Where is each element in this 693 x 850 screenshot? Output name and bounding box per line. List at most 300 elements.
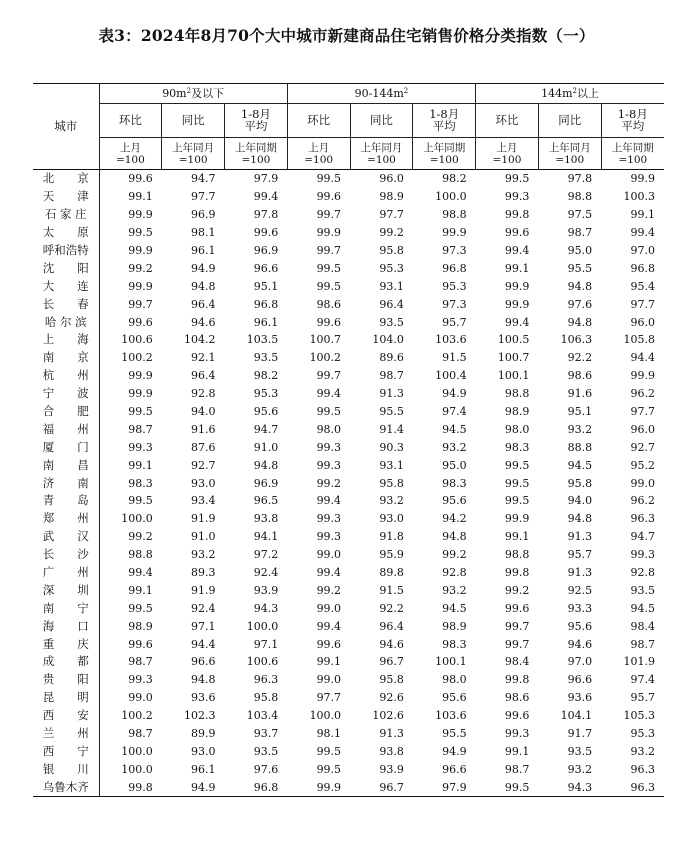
index-value: 103.4 xyxy=(246,709,279,723)
index-value: 98.7 xyxy=(128,655,153,669)
table-row xyxy=(33,420,664,438)
index-value: 95.1 xyxy=(567,405,593,419)
index-value: 89.8 xyxy=(379,566,404,580)
index-value: 91.9 xyxy=(191,583,216,597)
index-value: 96.5 xyxy=(253,494,279,508)
table-row xyxy=(33,581,664,599)
index-value: 94.0 xyxy=(567,494,593,508)
index-value: 97.7 xyxy=(316,691,342,705)
index-value: 100.0 xyxy=(246,619,279,633)
index-value: 96.7 xyxy=(379,655,404,669)
index-value: 97.7 xyxy=(630,297,655,311)
index-value: 89.9 xyxy=(191,727,216,741)
group-header-large: $144m^2$以上 xyxy=(476,84,664,104)
table-row xyxy=(33,492,664,510)
index-value: 99.1 xyxy=(504,530,530,544)
index-value: 94.2 xyxy=(442,512,467,526)
table-row xyxy=(33,242,664,260)
index-value: 98.6 xyxy=(504,691,530,705)
index-value: 94.5 xyxy=(630,601,655,615)
city-name: 上 海 xyxy=(33,331,99,349)
index-value: 91.6 xyxy=(567,387,593,401)
index-value: 96.4 xyxy=(379,297,404,311)
index-value: 99.4 xyxy=(316,494,342,508)
index-value: 99.4 xyxy=(504,315,530,329)
index-value: 98.6 xyxy=(316,297,342,311)
index-value: 94.5 xyxy=(567,458,593,472)
index-value: 100.0 xyxy=(121,744,153,758)
index-value: 91.0 xyxy=(253,440,279,454)
table-row xyxy=(33,653,664,671)
table-row xyxy=(33,385,664,403)
table-row xyxy=(33,528,664,546)
index-value: 98.0 xyxy=(316,422,342,436)
index-value: 97.8 xyxy=(567,172,593,186)
index-value: 96.3 xyxy=(630,762,655,776)
index-value: 99.9 xyxy=(128,208,153,222)
index-value: 100.5 xyxy=(497,333,530,347)
index-value: 98.2 xyxy=(442,172,467,186)
index-value: 99.4 xyxy=(316,566,342,580)
index-value: 100.2 xyxy=(121,351,153,365)
index-value: 99.8 xyxy=(504,566,530,580)
index-value: 95.6 xyxy=(567,619,593,633)
table-row xyxy=(33,206,664,224)
index-value: 100.1 xyxy=(435,655,467,669)
index-value: 104.1 xyxy=(560,709,593,723)
index-value: 93.5 xyxy=(253,351,279,365)
city-name: 郑 州 xyxy=(33,510,99,528)
index-value: 95.5 xyxy=(379,405,404,419)
index-value: 93.0 xyxy=(191,476,216,490)
index-value: 99.5 xyxy=(504,458,530,472)
index-value: 92.5 xyxy=(567,583,593,597)
index-value: 93.5 xyxy=(379,315,404,329)
table-row xyxy=(33,170,664,188)
index-value: 93.3 xyxy=(567,601,593,615)
index-value: 89.3 xyxy=(191,566,216,580)
index-value: 92.7 xyxy=(630,440,655,454)
index-value: 99.3 xyxy=(316,458,342,472)
index-value: 96.1 xyxy=(253,315,279,329)
index-value: 93.2 xyxy=(442,583,467,597)
city-name: 深 圳 xyxy=(33,581,99,599)
index-value: 92.6 xyxy=(379,691,404,705)
index-value: 95.7 xyxy=(567,548,593,562)
index-value: 97.7 xyxy=(379,208,404,222)
index-value: 94.8 xyxy=(191,673,216,687)
index-value: 98.3 xyxy=(442,476,467,490)
index-value: 95.0 xyxy=(567,244,593,257)
index-value: 99.0 xyxy=(316,673,342,687)
table-row xyxy=(33,760,664,778)
index-value: 94.5 xyxy=(442,422,467,436)
index-value: 94.7 xyxy=(630,530,655,544)
index-value: 99.2 xyxy=(128,261,153,275)
index-value: 99.1 xyxy=(316,655,342,669)
index-value: 94.9 xyxy=(442,744,467,758)
index-value: 93.2 xyxy=(442,440,467,454)
index-value: 91.3 xyxy=(379,727,404,741)
index-value: 99.7 xyxy=(316,369,342,383)
metric-header: 环比 xyxy=(287,104,350,138)
index-value: 99.3 xyxy=(630,548,655,562)
index-value: 93.0 xyxy=(379,512,404,526)
index-value: 96.4 xyxy=(191,297,216,311)
index-value: 96.6 xyxy=(442,762,467,776)
table-row xyxy=(33,313,664,331)
city-name: 广 州 xyxy=(33,564,99,582)
index-value: 97.9 xyxy=(413,778,476,796)
base-header: 上年同期 =100 xyxy=(413,138,476,170)
index-value: 94.4 xyxy=(630,351,655,365)
index-value: 94.8 xyxy=(442,530,467,544)
index-value: 95.9 xyxy=(379,548,404,562)
index-value: 94.9 xyxy=(191,261,216,275)
index-value: 92.4 xyxy=(253,566,279,580)
index-value: 99.5 xyxy=(128,226,153,240)
index-value: 94.6 xyxy=(567,637,593,651)
index-value: 99.9 xyxy=(128,387,153,401)
table-row xyxy=(33,510,664,528)
index-value: 99.3 xyxy=(504,727,530,741)
city-column-header: 城市 xyxy=(33,84,99,170)
index-value: 98.9 xyxy=(442,619,467,633)
index-value: 99.0 xyxy=(128,691,153,705)
index-value: 96.0 xyxy=(630,422,655,436)
index-value: 93.4 xyxy=(191,494,216,508)
index-value: 92.8 xyxy=(191,387,216,401)
index-value: 96.8 xyxy=(630,261,655,275)
index-value: 99.3 xyxy=(128,440,153,454)
index-value: 99.6 xyxy=(316,637,342,651)
index-value: 99.7 xyxy=(504,637,530,651)
table-row xyxy=(33,546,664,564)
index-value: 97.6 xyxy=(253,762,279,776)
index-value: 99.5 xyxy=(316,172,342,186)
city-name: 长 沙 xyxy=(33,546,99,564)
index-value: 93.2 xyxy=(567,762,593,776)
index-value: 98.3 xyxy=(128,476,153,490)
index-value: 98.0 xyxy=(504,422,530,436)
index-value: 96.8 xyxy=(225,778,288,796)
index-value: 99.5 xyxy=(476,778,539,796)
table-row xyxy=(33,564,664,582)
index-value: 103.6 xyxy=(435,333,467,347)
city-name: 银 川 xyxy=(33,760,99,778)
index-value: 105.3 xyxy=(623,709,655,723)
index-value: 99.6 xyxy=(128,172,153,186)
table-row xyxy=(33,224,664,242)
index-value: 98.9 xyxy=(379,190,404,204)
metric-header: 1-8月 平均 xyxy=(413,104,476,138)
index-value: 99.7 xyxy=(316,244,342,257)
index-value: 98.7 xyxy=(379,369,404,383)
index-value: 91.0 xyxy=(191,530,216,544)
city-name: 沈 阳 xyxy=(33,259,99,277)
index-value: 99.4 xyxy=(128,566,153,580)
city-name: 兰 州 xyxy=(33,725,99,743)
index-value: 94.9 xyxy=(442,387,467,401)
index-value: 99.4 xyxy=(316,387,342,401)
index-value: 94.9 xyxy=(162,778,225,796)
index-value: 99.6 xyxy=(253,226,279,240)
index-value: 93.5 xyxy=(253,744,279,758)
index-value: 98.7 xyxy=(567,226,593,240)
city-name: 济 南 xyxy=(33,474,99,492)
index-value: 97.5 xyxy=(567,208,593,222)
metric-header: 同比 xyxy=(162,104,225,138)
index-value: 94.7 xyxy=(253,422,279,436)
index-value: 98.7 xyxy=(504,762,530,776)
index-value: 100.0 xyxy=(435,190,467,204)
index-value: 93.2 xyxy=(567,422,593,436)
index-value: 99.8 xyxy=(504,208,530,222)
index-value: 100.0 xyxy=(121,512,153,526)
index-value: 91.9 xyxy=(191,512,216,526)
index-value: 102.3 xyxy=(184,709,216,723)
table-row xyxy=(33,367,664,385)
city-name: 合 肥 xyxy=(33,403,99,421)
index-value: 99.3 xyxy=(316,512,342,526)
city-name: 青 岛 xyxy=(33,492,99,510)
index-value: 91.3 xyxy=(567,530,593,544)
index-value: 96.1 xyxy=(191,244,216,257)
index-value: 96.2 xyxy=(630,494,655,508)
index-value: 96.9 xyxy=(253,476,279,490)
table-row xyxy=(33,188,664,206)
index-value: 97.3 xyxy=(442,244,467,257)
city-name: 西 安 xyxy=(33,707,99,725)
index-value: 96.8 xyxy=(253,297,279,311)
index-value: 99.1 xyxy=(128,190,153,204)
index-value: 93.0 xyxy=(191,744,216,758)
city-name: 宁 波 xyxy=(33,385,99,403)
index-value: 92.2 xyxy=(379,601,404,615)
index-value: 95.8 xyxy=(379,673,404,687)
city-name: 福 州 xyxy=(33,420,99,438)
index-value: 100.7 xyxy=(497,351,530,365)
index-value: 98.8 xyxy=(442,208,467,222)
base-header-row xyxy=(33,138,664,170)
index-value: 100.3 xyxy=(623,190,655,204)
index-value: 99.5 xyxy=(128,405,153,419)
index-value: 92.1 xyxy=(191,351,216,365)
index-value: 99.4 xyxy=(504,244,530,257)
table-row xyxy=(33,403,664,421)
index-value: 97.0 xyxy=(630,244,655,257)
index-value: 97.4 xyxy=(442,405,467,419)
index-value: 97.8 xyxy=(253,208,279,222)
index-value: 97.1 xyxy=(253,637,279,651)
index-value: 99.3 xyxy=(316,530,342,544)
index-value: 94.7 xyxy=(191,172,216,186)
index-value: 99.9 xyxy=(630,172,655,186)
index-value: 95.6 xyxy=(442,691,467,705)
index-value: 95.3 xyxy=(630,727,655,741)
index-value: 96.2 xyxy=(630,387,655,401)
index-value: 88.8 xyxy=(567,440,593,454)
index-value: 97.7 xyxy=(191,190,216,204)
index-value: 92.2 xyxy=(567,351,593,365)
index-value: 95.8 xyxy=(379,244,404,257)
index-value: 99.5 xyxy=(504,476,530,490)
index-value: 99.6 xyxy=(504,601,530,615)
table-row xyxy=(33,474,664,492)
index-value: 95.0 xyxy=(442,458,467,472)
index-value: 97.9 xyxy=(253,172,279,186)
table-row xyxy=(33,259,664,277)
index-value: 99.4 xyxy=(253,190,279,204)
metric-header: 1-8月 平均 xyxy=(225,104,288,138)
price-index-table xyxy=(33,83,664,797)
index-value: 99.5 xyxy=(316,261,342,275)
index-value: 98.1 xyxy=(316,727,342,741)
index-value: 99.9 xyxy=(316,226,342,240)
index-value: 96.6 xyxy=(191,655,216,669)
index-value: 93.1 xyxy=(379,279,404,293)
index-value: 95.8 xyxy=(567,476,593,490)
index-value: 96.4 xyxy=(379,619,404,633)
index-value: 92.4 xyxy=(191,601,216,615)
index-value: 99.7 xyxy=(504,619,530,633)
index-value: 94.8 xyxy=(191,279,216,293)
index-value: 98.3 xyxy=(504,440,530,454)
index-value: 95.4 xyxy=(630,279,655,293)
index-value: 99.7 xyxy=(128,297,153,311)
group-header-row xyxy=(33,84,664,104)
index-value: 99.3 xyxy=(316,440,342,454)
metric-header: 同比 xyxy=(350,104,413,138)
index-value: 99.5 xyxy=(316,405,342,419)
index-value: 93.9 xyxy=(379,762,404,776)
index-value: 96.4 xyxy=(191,369,216,383)
index-value: 91.5 xyxy=(379,583,404,597)
index-value: 95.2 xyxy=(630,458,655,472)
city-name: 哈 尔 滨 xyxy=(33,313,99,331)
base-header: 上年同期 =100 xyxy=(225,138,288,170)
index-value: 93.5 xyxy=(567,744,593,758)
index-value: 91.5 xyxy=(442,351,467,365)
index-value: 99.5 xyxy=(316,762,342,776)
index-value: 96.9 xyxy=(253,244,279,257)
index-value: 103.5 xyxy=(246,333,279,347)
index-value: 96.0 xyxy=(379,172,404,186)
index-value: 91.3 xyxy=(567,566,593,580)
index-value: 102.6 xyxy=(372,709,404,723)
metric-header-row xyxy=(33,104,664,138)
index-value: 99.2 xyxy=(316,476,342,490)
city-name: 石 家 庄 xyxy=(33,206,99,224)
index-value: 99.5 xyxy=(504,172,530,186)
index-value: 99.2 xyxy=(379,226,404,240)
index-value: 98.0 xyxy=(442,673,467,687)
group-header-medium: $90-144m^2$ xyxy=(287,84,475,104)
city-name: 太 原 xyxy=(33,224,99,242)
base-header: 上年同月 =100 xyxy=(162,138,225,170)
index-value: 98.9 xyxy=(128,619,153,633)
table-row xyxy=(33,599,664,617)
index-value: 99.9 xyxy=(630,369,655,383)
index-value: 96.6 xyxy=(253,261,279,275)
table-row xyxy=(33,671,664,689)
city-name: 北 京 xyxy=(33,170,99,188)
index-value: 98.6 xyxy=(567,369,593,383)
city-name: 重 庆 xyxy=(33,635,99,653)
index-value: 105.8 xyxy=(623,333,655,347)
index-value: 99.2 xyxy=(442,548,467,562)
table-row xyxy=(33,349,664,367)
index-value: 93.5 xyxy=(630,583,655,597)
index-value: 99.6 xyxy=(316,315,342,329)
index-value: 99.8 xyxy=(99,778,162,796)
city-name: 贵 阳 xyxy=(33,671,99,689)
index-value: 91.4 xyxy=(379,422,404,436)
table-row xyxy=(33,778,664,796)
base-header: 上年同月 =100 xyxy=(538,138,601,170)
index-value: 95.3 xyxy=(379,261,404,275)
index-value: 95.8 xyxy=(379,476,404,490)
index-value: 99.0 xyxy=(630,476,655,490)
city-name: 海 口 xyxy=(33,617,99,635)
table-row xyxy=(33,277,664,295)
city-name: 西 宁 xyxy=(33,743,99,761)
index-value: 98.3 xyxy=(442,637,467,651)
index-value: 100.2 xyxy=(121,709,153,723)
index-value: 94.6 xyxy=(379,637,404,651)
index-value: 94.6 xyxy=(191,315,216,329)
index-value: 99.9 xyxy=(504,279,530,293)
index-value: 95.7 xyxy=(442,315,467,329)
table-row xyxy=(33,331,664,349)
index-value: 95.5 xyxy=(567,261,593,275)
index-value: 94.3 xyxy=(538,778,601,796)
index-value: 94.3 xyxy=(253,601,279,615)
index-value: 98.7 xyxy=(128,422,153,436)
index-value: 96.3 xyxy=(630,512,655,526)
index-value: 99.9 xyxy=(287,778,350,796)
index-value: 99.5 xyxy=(128,601,153,615)
index-value: 99.1 xyxy=(504,261,530,275)
index-value: 100.6 xyxy=(121,333,153,347)
index-value: 100.4 xyxy=(435,369,467,383)
index-value: 91.6 xyxy=(191,422,216,436)
table-row xyxy=(33,295,664,313)
index-value: 92.8 xyxy=(630,566,655,580)
city-name: 乌鲁木齐 xyxy=(33,778,99,796)
city-name: 厦 门 xyxy=(33,438,99,456)
index-value: 99.4 xyxy=(316,619,342,633)
index-value: 106.3 xyxy=(560,333,593,347)
index-value: 97.7 xyxy=(630,405,655,419)
index-value: 89.6 xyxy=(379,351,404,365)
table-row xyxy=(33,438,664,456)
index-value: 97.3 xyxy=(442,297,467,311)
metric-header: 1-8月 平均 xyxy=(601,104,664,138)
index-value: 92.7 xyxy=(191,458,216,472)
metric-header: 环比 xyxy=(99,104,162,138)
city-name: 南 昌 xyxy=(33,456,99,474)
index-value: 95.6 xyxy=(442,494,467,508)
base-header: 上月 =100 xyxy=(99,138,162,170)
index-value: 99.6 xyxy=(316,190,342,204)
index-value: 95.3 xyxy=(442,279,467,293)
index-value: 91.8 xyxy=(379,530,404,544)
index-value: 93.7 xyxy=(253,727,279,741)
metric-header: 环比 xyxy=(476,104,539,138)
table-title: 表3：2024年8月70个大中城市新建商品住宅销售价格分类指数（一） xyxy=(98,26,595,45)
table-row xyxy=(33,635,664,653)
